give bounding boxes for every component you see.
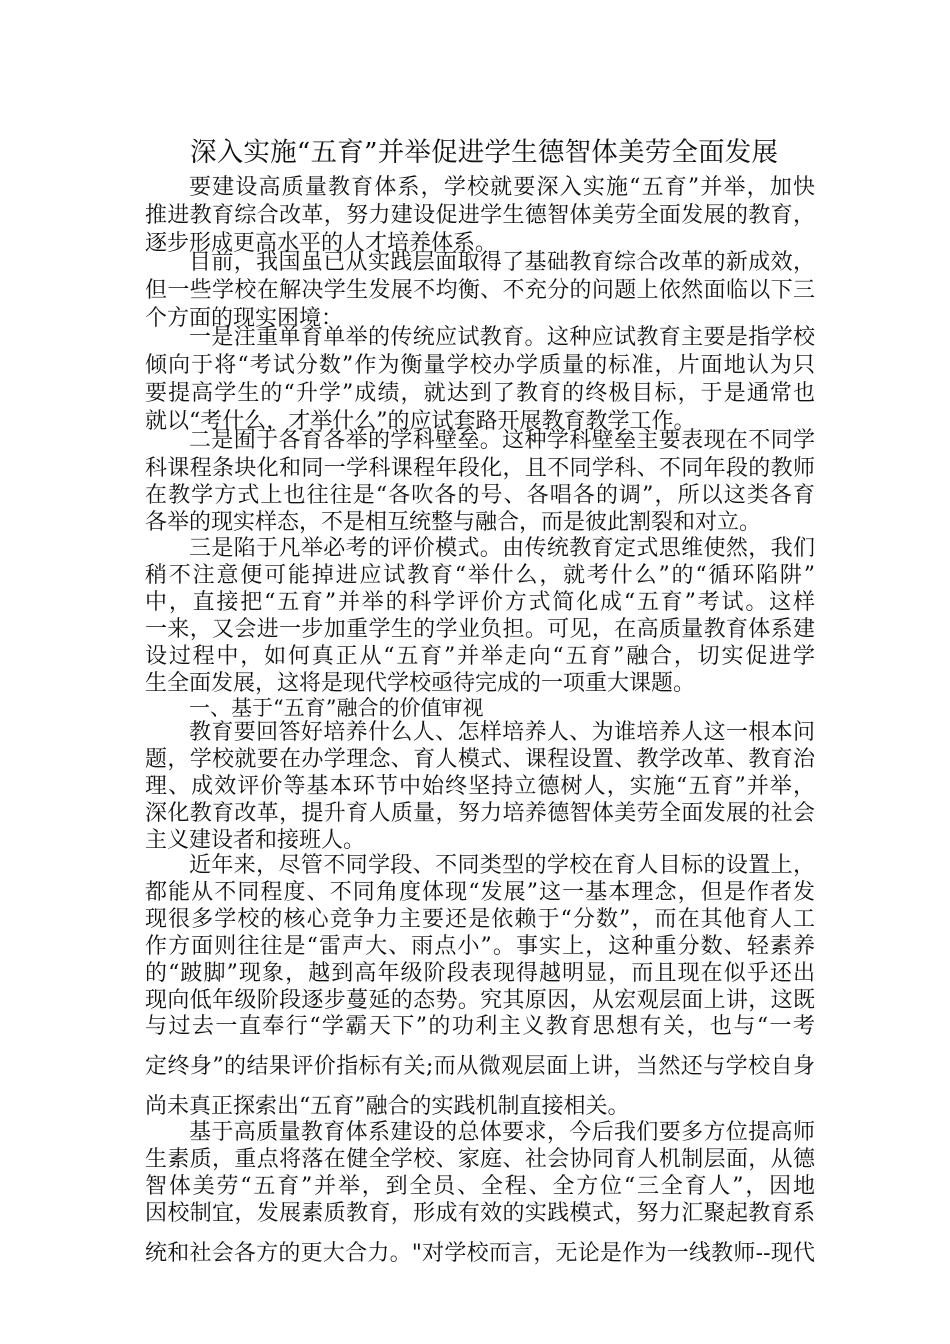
text-line: 稍不注意便可能掉进应试教育“举什么，就考什么”的“循环陷阱” (145, 563, 815, 588)
text-line: 要提高学生的“升学”成绩，就达到了教育的终极目标，于是通常也 (145, 381, 815, 406)
text-line: 逐步形成更高水平的人才培养体系。 (145, 231, 498, 256)
text-line: 题，学校就要在办学理念、育人模式、课程设置、教学改革、教育治 (145, 747, 815, 772)
text-line: 统和社会各方的更大合力。"对学校而言，无论是作为一线教师--现代 (145, 1241, 815, 1266)
text-line: 三是陷于凡举必考的评价模式。由传统教育定式思维使然，我们 (189, 536, 815, 561)
text-line: 智体美劳“五育”并举，到全员、全程、全方位“三全育人”，因地 (145, 1174, 815, 1199)
text-line: 设过程中，如何真正从“五育”并举走向“五育”融合，切实促进学 (145, 644, 815, 669)
text-line: 教育要回答好培养什么人、怎样培养人、为谁培养人这一根本问 (189, 720, 815, 745)
text-line: 一是注重单育单举的传统应试教育。这种应试教育主要是指学校 (189, 325, 815, 350)
text-line: 现向低年级阶段逐步蔓延的态势。究其原因，从宏观层面上讲，这既 (145, 988, 815, 1013)
text-line: 都能从不同程度、不同角度体现“发展”这一基本理念，但是作者发 (145, 880, 815, 905)
text-line: 基于高质量教育体系建设的总体要求，今后我们要多方位提高师 (189, 1120, 815, 1145)
text-line: 现很多学校的核心竞争力主要还是依赖于“分数”，而在其他育人工 (145, 907, 815, 932)
section-heading: 一、基于“五育”融合的价值审视 (189, 696, 484, 720)
text-line: 作方面则往往是“雷声大、雨点小”。事实上，这种重分数、轻素养 (145, 934, 815, 959)
text-line: 各举的现实样态，不是相互统整与融合，而是彼此割裂和对立。 (145, 510, 762, 535)
text-line: 二是囿于各育各举的学科壁垒。这种学科壁垒主要表现在不同学 (189, 428, 815, 453)
text-line: 定终身”的结果评价指标有关;而从微观层面上讲，当然还与学校自身 (145, 1054, 815, 1079)
text-line: 科课程条块化和同一学科课程年段化，且不同学科、不同年段的教师 (145, 456, 815, 481)
text-line: 在教学方式上也往往是“各吹各的号、各唱各的调”，所以这类各育 (145, 483, 815, 508)
text-line: 因校制宜，发展素质教育，形成有效的实践模式，努力汇聚起教育系 (145, 1201, 815, 1226)
text-line: 就以“考什么，才举什么”的应试套路开展教育教学工作。 (145, 409, 696, 434)
text-line: 生素质，重点将落在健全学校、家庭、社会协同育人机制层面，从德 (145, 1147, 815, 1172)
text-line: 主义建设者和接班人。 (145, 828, 366, 853)
text-line: 个方面的现实困境： (145, 306, 344, 331)
text-line: 中，直接把“五育”并举的科学评价方式简化成“五育”考试。这样 (145, 590, 815, 615)
text-line: 的“跛脚”现象，越到高年级阶段表现得越明显，而且现在似乎还出 (145, 961, 815, 986)
text-line: 倾向于将“考试分数”作为衡量学校办学质量的标准，片面地认为只 (145, 353, 815, 378)
text-line: 但一些学校在解决学生发展不均衡、不充分的问题上依然面临以下三 (145, 278, 815, 303)
text-line: 尚未真正探索出“五育”融合的实践机制直接相关。 (145, 1094, 630, 1119)
text-line: 近年来，尽管不同学段、不同类型的学校在育人目标的设置上， (189, 853, 815, 878)
text-line: 要建设高质量教育体系，学校就要深入实施“五育”并举，加快 (189, 175, 815, 200)
text-line: 与过去一直奉行“学霸天下”的功利主义教育思想有关，也与“一考 (145, 1014, 815, 1039)
text-line: 深化教育改革，提升育人质量，努力培养德智体美劳全面发展的社会 (145, 801, 815, 826)
document-title: 深入实施“五育”并举促进学生德智体美劳全面发展 (190, 137, 779, 168)
text-line: 推进教育综合改革，努力建设促进学生德智体美劳全面发展的教育， (145, 203, 815, 228)
text-line: 生全面发展，这将是现代学校亟待完成的一项重大课题。 (145, 671, 696, 696)
text-line: 一来，又会进一步加重学生的学业负担。可见，在高质量教育体系建 (145, 617, 815, 642)
text-line: 理、成效评价等基本环节中始终坚持立德树人，实施“五育”并举， (145, 774, 815, 799)
text-line: 目前，我国虽已从实践层面取得了基础教育综合改革的新成效， (189, 250, 815, 275)
